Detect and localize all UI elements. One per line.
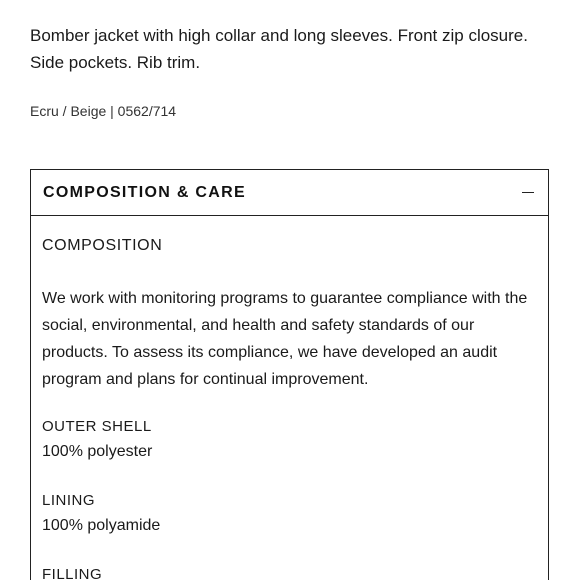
lining-label: LINING bbox=[42, 492, 96, 509]
composition-heading: COMPOSITION bbox=[42, 237, 163, 254]
outer-shell-label: OUTER SHELL bbox=[42, 418, 152, 435]
minus-icon[interactable] bbox=[522, 187, 534, 199]
lining-value: 100% polyamide bbox=[42, 517, 161, 534]
product-color-reference: Ecru / Beige | 0562/714 bbox=[30, 103, 177, 119]
composition-care-accordion bbox=[30, 169, 549, 580]
composition-care-accordion-header[interactable] bbox=[31, 170, 548, 216]
product-description: Bomber jacket with high collar and long sleeves. Front zip closure. Side pockets. Rib trim. bbox=[30, 26, 528, 72]
accordion-title: COMPOSITION & CARE bbox=[43, 183, 246, 201]
outer-shell-value: 100% polyester bbox=[42, 443, 153, 460]
composition-intro-text: We work with monitoring programs to guarantee compliance with the social, environmental, and health and safety standards of our products. To assess its compliance, we have developed an audit program and plans for continual improvement. bbox=[42, 290, 528, 388]
filling-label: FILLING bbox=[42, 566, 103, 580]
